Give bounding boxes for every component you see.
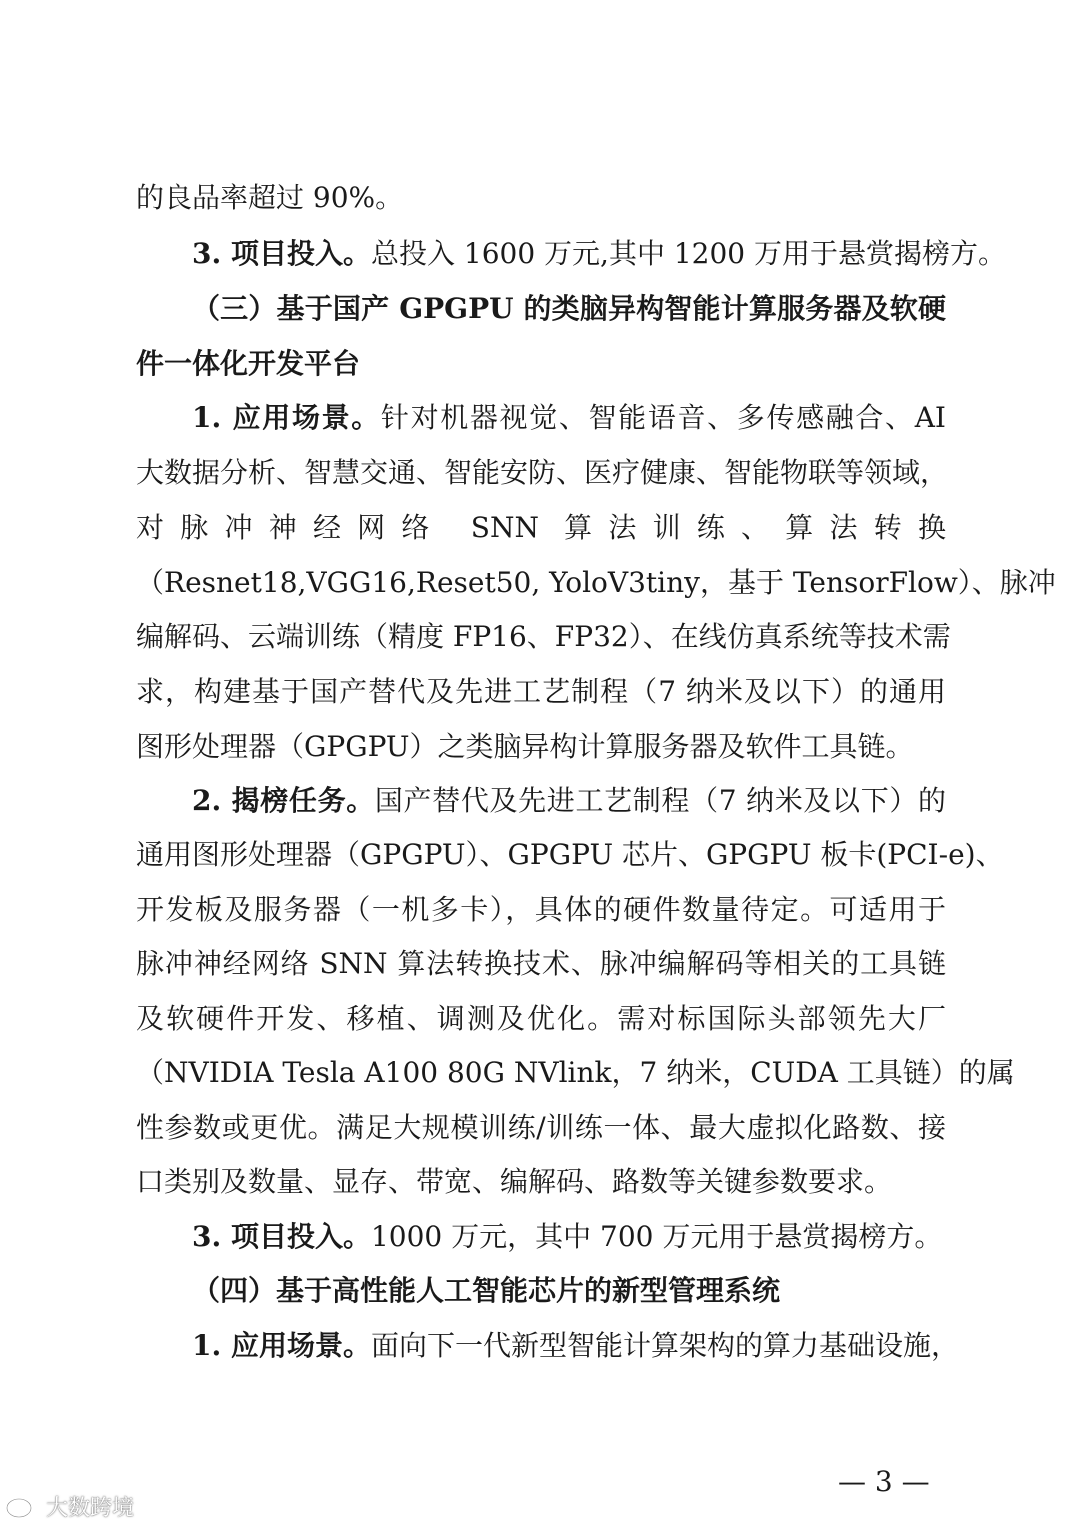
watermark <box>4 1490 134 1522</box>
item-3-investment-2 <box>192 1217 946 1257</box>
text-line-14: 开发板及服务器（一机多卡），具体的硬件数量待定。可适用于 <box>136 893 946 926</box>
watermark-text: 大数跨境 <box>46 1495 135 1521</box>
text-line-7: 对脉冲神经网络 SNN 算法训练、算法转换 <box>136 511 946 544</box>
item-number-label: 1. 应用场景。 <box>192 401 381 434</box>
section-heading-3-line-1: （三）基于国产 GPGPU 的类脑异构智能计算服务器及软硬 <box>192 292 946 325</box>
text-line-19: 口类别及数量、显存、带宽、编解码、路数等关键参数要求。 <box>136 1165 893 1198</box>
section-heading-4: （四）基于高性能人工智能芯片的新型管理系统 <box>192 1274 781 1307</box>
text-line-1: 的良品率超过 90%。 <box>136 181 404 214</box>
text-line-10: 求，构建基于国产替代及先进工艺制程（7 纳米及以下）的通用 <box>136 675 946 708</box>
text-line-18: 性参数或更优。满足大规模训练/训练一体、最大虚拟化路数、接 <box>136 1111 946 1144</box>
text-line-9: 编解码、云端训练（精度 FP16、FP32）、在线仿真系统等技术需 <box>136 620 951 653</box>
text-line-16: 及软硬件开发、移植、调测及优化。需对标国际头部领先大厂 <box>136 1002 946 1035</box>
text-line-8: （Resnet18,VGG16,Reset50, YoloV3tiny，基于 TensorFlow）、脉冲 <box>136 566 1056 599</box>
weibo-logo-icon <box>4 1493 40 1519</box>
item-number-label: 3. 项目投入。 <box>192 1220 371 1253</box>
item-text: 1000 万元，其中 700 万元用于悬赏揭榜方。 <box>370 1220 943 1253</box>
item-text: 总投入 1600 万元,其中 1200 万用于悬赏揭榜方。 <box>370 237 1007 270</box>
page-number: — 3 — <box>838 1465 930 1498</box>
item-number-label: 3. 项目投入。 <box>192 237 371 270</box>
text-line-13: 通用图形处理器（GPGPU）、GPGPU 芯片、GPGPU 板卡(PCI-e)、 <box>136 838 1004 871</box>
item-text: 面向下一代新型智能计算架构的算力基础设施， <box>370 1329 959 1362</box>
text-line-11: 图形处理器（GPGPU）之类脑异构计算服务器及软件工具链。 <box>136 730 914 763</box>
text-line-17: （NVIDIA Tesla A100 80G NVlink，7 纳米，CUDA 工具链）的属 <box>136 1056 1015 1089</box>
item-1-application-2 <box>192 1326 959 1366</box>
item-text: 国产替代及先进工艺制程（7 纳米及以下）的 <box>374 784 946 817</box>
section-heading-3-line-2: 件一体化开发平台 <box>136 347 361 380</box>
item-3-investment <box>192 234 1007 274</box>
item-text: 针对机器视觉、智能语音、多传感融合、AI <box>380 401 946 434</box>
item-number-label: 2. 揭榜任务。 <box>192 784 375 817</box>
text-line-6: 大数据分析、智慧交通、智能安防、医疗健康、智能物联等领域， <box>136 456 949 489</box>
item-2-tasks <box>192 781 946 821</box>
text-line-15: 脉冲神经网络 SNN 算法转换技术、脉冲编解码等相关的工具链 <box>136 947 946 980</box>
item-number-label: 1. 应用场景。 <box>192 1329 371 1362</box>
item-1-application <box>192 398 946 438</box>
